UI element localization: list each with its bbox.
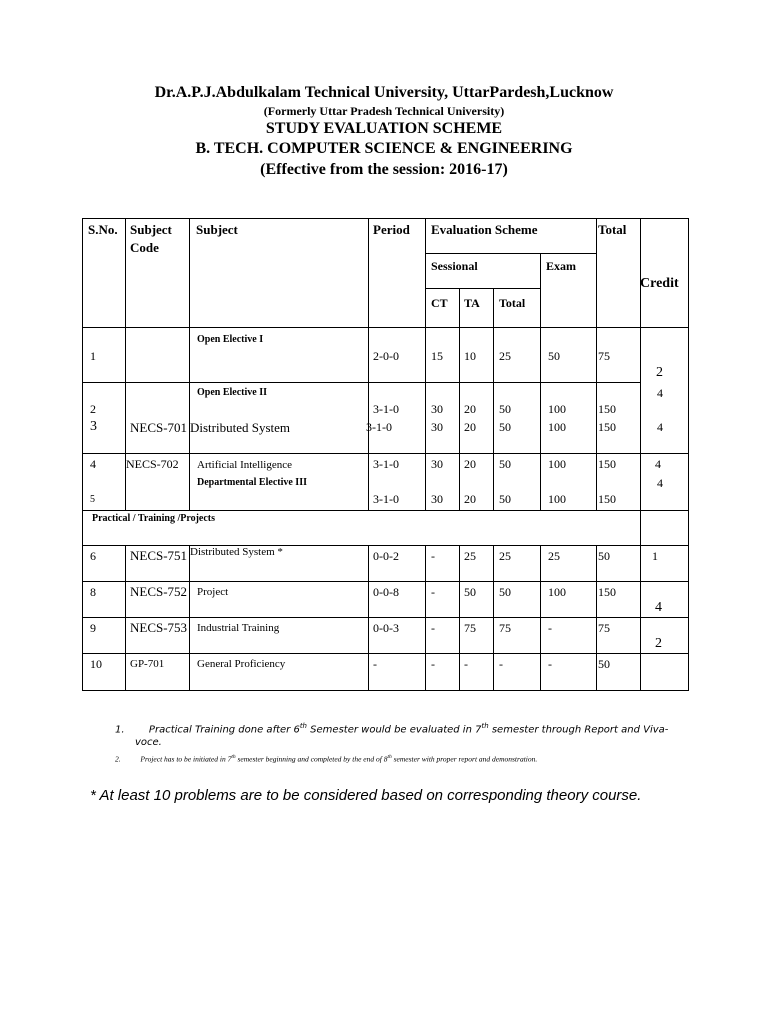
note-superscript: th: [231, 754, 236, 760]
table-border-bottom: [82, 690, 689, 691]
header-subject: Subject: [196, 222, 238, 237]
col-divider: [368, 218, 369, 510]
ta-cell: -: [464, 657, 468, 671]
scheme-title: STUDY EVALUATION SCHEME: [265, 120, 503, 137]
sno-cell: 4: [90, 457, 96, 471]
period-cell: 2-0-0: [373, 349, 399, 363]
col-divider: [596, 218, 597, 510]
exam-cell: 25: [548, 549, 560, 563]
exam-cell: -: [548, 621, 552, 635]
period-cell: -: [373, 657, 377, 671]
grand-total-cell: 75: [598, 349, 610, 363]
code-cell: NECS-702: [126, 457, 179, 471]
credit-cell: 4: [657, 386, 663, 400]
col-divider: [425, 218, 426, 510]
subject-cell: Distributed System *: [190, 546, 283, 558]
exam-cell: 100: [548, 420, 566, 434]
col-divider: [189, 545, 190, 691]
ct-cell: 15: [431, 349, 443, 363]
session-title: (Effective from the session: 2016-17): [260, 161, 508, 178]
col-divider: [540, 253, 541, 510]
sno-cell: 3: [90, 419, 97, 434]
col-divider: [459, 545, 460, 691]
header-total: Total: [598, 222, 627, 237]
header-credit: Credit: [640, 276, 679, 291]
row-divider: [425, 253, 596, 254]
university-title: Dr.A.P.J.Abdulkalam Technical University, UttarPardesh,Lucknow: [154, 84, 614, 101]
note-text: Project has to be initiated in 7: [140, 754, 232, 764]
credit-cell: 4: [655, 600, 662, 615]
period-cell: 3-1-0: [366, 420, 392, 434]
note-text: Semester would be evaluated in 7: [307, 724, 482, 736]
header-subject-code-line2: Code: [130, 240, 159, 255]
row-divider: [82, 545, 689, 546]
grand-total-cell: 50: [598, 549, 610, 563]
grand-total-cell: 150: [598, 492, 616, 506]
col-divider: [596, 545, 597, 691]
ta-cell: 20: [464, 492, 476, 506]
exam-cell: 100: [548, 585, 566, 599]
ct-cell: 30: [431, 492, 443, 506]
ta-cell: 10: [464, 349, 476, 363]
row-divider: [82, 453, 689, 454]
header-sessional: Sessional: [431, 259, 478, 273]
section-heading: Practical / Training /Projects: [92, 513, 216, 524]
note-number: 1.: [115, 724, 125, 736]
footnote: * At least 10 problems are to be considered based on corresponding theory course.: [90, 787, 642, 804]
grand-total-cell: 150: [598, 585, 616, 599]
grand-total-cell: 50: [598, 657, 610, 671]
total-cell: 50: [499, 585, 511, 599]
exam-cell: 100: [548, 402, 566, 416]
ta-cell: 75: [464, 621, 476, 635]
header-subject-code: Subject: [130, 222, 172, 237]
subject-cell: Distributed System: [190, 420, 291, 435]
credit-cell: 2: [655, 636, 662, 651]
col-divider: [368, 545, 369, 691]
ta-cell: 20: [464, 420, 476, 434]
total-cell: 50: [499, 457, 511, 471]
total-cell: 25: [499, 549, 511, 563]
credit-cell: 1: [652, 549, 658, 563]
col-divider: [189, 218, 190, 510]
period-cell: 3-1-0: [373, 492, 399, 506]
note-1-continued: voce.: [135, 737, 162, 748]
header-evaluation: Evaluation Scheme: [431, 222, 538, 237]
credit-cell: 2: [656, 365, 663, 380]
subject-cell: Open Elective I: [197, 334, 264, 345]
grand-total-cell: 150: [598, 402, 616, 416]
row-divider: [82, 382, 640, 383]
subject-cell: Industrial Training: [197, 622, 280, 634]
sno-cell: 9: [90, 621, 96, 635]
col-divider: [459, 288, 460, 510]
sno-cell: 8: [90, 585, 96, 599]
note-superscript: th: [299, 722, 307, 730]
ct-cell: 30: [431, 402, 443, 416]
period-cell: 0-0-3: [373, 621, 399, 635]
note-superscript: th: [387, 754, 392, 760]
total-cell: -: [499, 657, 503, 671]
table-border-right: [688, 218, 689, 691]
sno-cell: 5: [90, 494, 95, 505]
ta-cell: 50: [464, 585, 476, 599]
credit-cell: 4: [655, 457, 661, 471]
subject-cell: Open Elective II: [197, 387, 267, 398]
subject-cell: Project: [197, 586, 229, 598]
code-cell: GP-701: [130, 658, 165, 670]
col-divider: [125, 545, 126, 691]
ta-cell: 20: [464, 457, 476, 471]
header-period: Period: [373, 222, 410, 237]
total-cell: 50: [499, 402, 511, 416]
code-cell: NECS-753: [130, 620, 188, 635]
subject-cell: Artificial Intelligence: [197, 459, 292, 471]
total-cell: 75: [499, 621, 511, 635]
grand-total-cell: 150: [598, 457, 616, 471]
col-divider: [540, 545, 541, 691]
code-cell: NECS-751: [130, 548, 188, 563]
total-cell: 25: [499, 349, 511, 363]
sno-cell: 2: [90, 402, 96, 416]
subject-cell: Departmental Elective III: [197, 477, 307, 488]
exam-cell: 50: [548, 349, 560, 363]
note-1: [115, 722, 668, 736]
ct-cell: 30: [431, 420, 443, 434]
note-text: semester beginning and completed by the end of 8: [235, 754, 388, 764]
code-cell: NECS-752: [130, 584, 188, 599]
header-exam: Exam: [546, 259, 576, 273]
table-border-left: [82, 218, 83, 691]
ta-cell: 25: [464, 549, 476, 563]
grand-total-cell: 150: [598, 420, 616, 434]
note-text: semester through Report and Viva-: [488, 724, 669, 736]
ct-cell: -: [431, 657, 435, 671]
note-text: Practical Training done after 6: [148, 724, 300, 736]
ct-cell: 30: [431, 457, 443, 471]
header-ta: TA: [464, 296, 480, 310]
credit-cell: 4: [657, 476, 663, 490]
code-cell: NECS-701: [130, 420, 188, 435]
ct-cell: -: [431, 621, 435, 635]
program-title: B. TECH. COMPUTER SCIENCE & ENGINEERING: [195, 140, 573, 157]
sno-cell: 1: [90, 349, 96, 363]
formerly-note: (Formerly Uttar Pradesh Technical University): [263, 104, 505, 118]
total-cell: 50: [499, 420, 511, 434]
row-divider: [82, 617, 689, 618]
note-number: 2.: [115, 754, 121, 764]
period-cell: 0-0-8: [373, 585, 399, 599]
period-cell: 3-1-0: [373, 457, 399, 471]
col-divider: [425, 545, 426, 691]
total-cell: 50: [499, 492, 511, 506]
exam-cell: 100: [548, 492, 566, 506]
exam-cell: 100: [548, 457, 566, 471]
exam-cell: -: [548, 657, 552, 671]
col-divider: [493, 288, 494, 510]
ct-cell: -: [431, 549, 435, 563]
sno-cell: 10: [90, 657, 102, 671]
header-ct: CT: [431, 296, 448, 310]
period-cell: 0-0-2: [373, 549, 399, 563]
period-cell: 3-1-0: [373, 402, 399, 416]
row-divider: [82, 510, 689, 511]
ct-cell: -: [431, 585, 435, 599]
note-superscript: th: [481, 722, 489, 730]
header-sessional-total: Total: [499, 296, 526, 310]
row-divider: [82, 653, 689, 654]
note-text: semester with proper report and demonstration.: [391, 754, 538, 764]
subject-cell: General Proficiency: [197, 658, 286, 670]
header-sno: S.No.: [88, 222, 118, 237]
credit-cell: 4: [657, 420, 663, 434]
table-border-top: [82, 218, 689, 219]
row-divider: [82, 327, 689, 328]
row-divider: [425, 288, 540, 289]
grand-total-cell: 75: [598, 621, 610, 635]
row-divider: [82, 581, 689, 582]
ta-cell: 20: [464, 402, 476, 416]
sno-cell: 6: [90, 549, 96, 563]
note-2: [115, 754, 537, 764]
col-divider: [493, 545, 494, 691]
